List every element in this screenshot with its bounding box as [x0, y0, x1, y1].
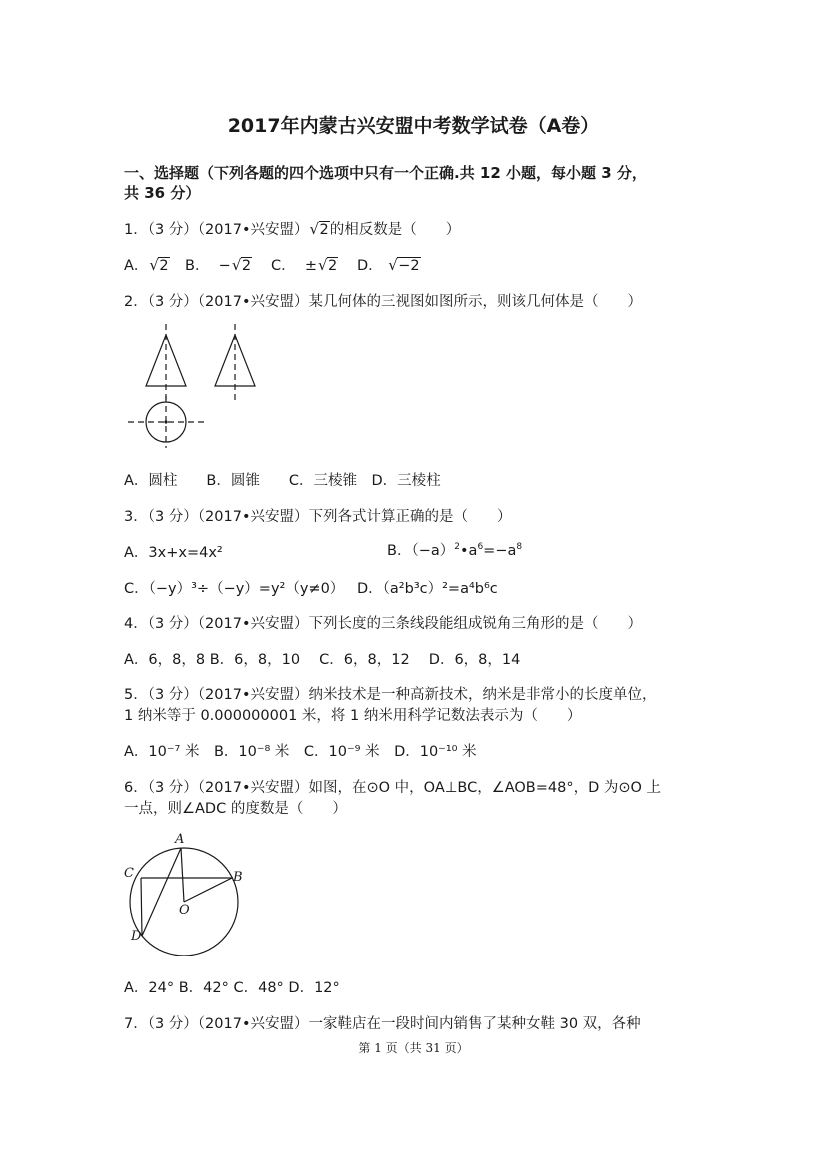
- page-footer: 第 1 页（共 31 页）: [358, 1041, 469, 1055]
- segment-cd: [141, 878, 142, 936]
- q3-option-c: C．（−y）³÷（−y）=y²（y≠0）: [124, 581, 345, 597]
- q5-options: A．10⁻⁷ 米 B．10⁻⁸ 米 C．10⁻⁹ 米 D．10⁻¹⁰ 米: [124, 744, 477, 760]
- label-o: O: [179, 903, 190, 918]
- page-title: 2017年内蒙古兴安盟中考数学试卷（A卷）: [227, 115, 600, 137]
- q1-stem-radical: √ 2: [309, 220, 329, 238]
- q1-option-b: B． − √ 2: [185, 256, 252, 274]
- question-6-line2: 一点，则∠ADC 的度数是（ ）: [124, 801, 347, 817]
- section-heading-line2: 共 36 分）: [124, 184, 201, 202]
- label-b: B: [233, 870, 243, 885]
- q1-option-d: D． √ −2: [357, 256, 420, 274]
- top-view-center-dot: [164, 420, 167, 423]
- label-c: C: [124, 866, 134, 881]
- question-7-line1: 7．（3 分）（2017•兴安盟）一家鞋店在一段时间内销售了某种女鞋 30 双，各种: [124, 1016, 641, 1032]
- circle-geometry-figure: [118, 826, 250, 956]
- section-heading-line1: 一、选择题（下列各题的四个选项中只有一个正确.共 12 小题，每小题 3 分，: [124, 164, 647, 182]
- q6-options: A．24° B．42° C．48° D．12°: [124, 980, 340, 996]
- q3-option-a: A．3x+x=4x²: [124, 545, 223, 561]
- q1-stem-radicand: 2: [319, 222, 329, 238]
- q1-option-c: C． ± √ 2: [271, 256, 338, 274]
- q4-options: A．6，8，8 B．6，8，10 C．6，8，12 D．6，8，14: [124, 652, 521, 668]
- label-a: A: [175, 832, 185, 847]
- q1-option-a: A． √ 2: [124, 256, 169, 274]
- segment-ob: [184, 878, 232, 902]
- question-2-stem: 2．（3 分）（2017•兴安盟）某几何体的三视图如图所示，则该几何体是（ ）: [124, 294, 643, 310]
- question-5-line2: 1 纳米等于 0.000000001 米，将 1 纳米用科学记数法表示为（ ）: [124, 708, 582, 724]
- question-4-stem: 4．（3 分）（2017•兴安盟）下列长度的三条线段能组成锐角三角形的是（ ）: [124, 616, 643, 632]
- q3-option-d: D．（a²b³c）²=a⁴b⁶c: [357, 581, 498, 597]
- question-6-line1: 6．（3 分）（2017•兴安盟）如图，在⊙O 中，OA⊥BC，∠AOB=48°，D 为⊙O 上: [124, 780, 662, 796]
- question-1-stem: [124, 218, 460, 239]
- q2-options: A．圆柱 B．圆锥 C．三棱锥 D．三棱柱: [124, 473, 441, 489]
- question-3-stem: 3．（3 分）（2017•兴安盟）下列各式计算正确的是（ ）: [124, 509, 512, 525]
- question-5-line1: 5．（3 分）（2017•兴安盟）纳米技术是一种高新技术，纳米是非常小的长度单位，: [124, 687, 657, 703]
- q1-stem-suffix: 的相反数是（ ）: [329, 222, 461, 238]
- q3-option-b: B．$(-a)^2•a^6=-a^8$: [387, 542, 523, 559]
- segment-oa: [181, 848, 184, 902]
- three-view-figure: [124, 320, 264, 450]
- q1-stem-prefix: 1．（3 分）（2017•兴安盟）: [124, 222, 309, 238]
- label-d: D: [131, 929, 142, 944]
